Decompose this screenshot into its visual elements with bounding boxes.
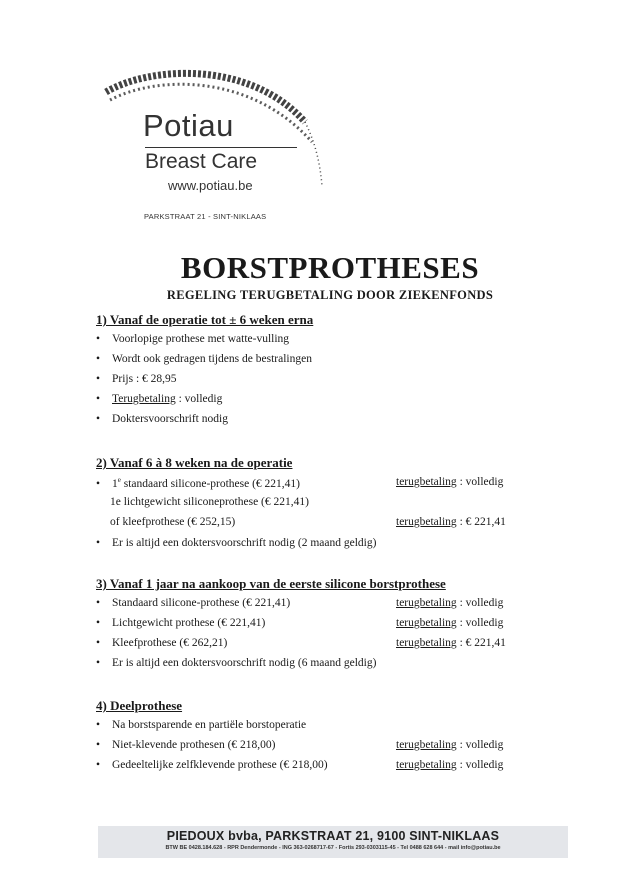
logo-brand-name: Potiau (143, 108, 234, 143)
reimbursement-note: terugbetaling : volledig (396, 597, 504, 609)
list-item: • Prijs : € 28,95 (96, 373, 177, 385)
reimbursement-note: terugbetaling : volledig (396, 759, 504, 771)
footer-band (98, 826, 568, 858)
bullet-icon: • (96, 739, 101, 751)
list-item: • Doktersvoorschrift nodig (96, 413, 228, 425)
page-subtitle: REGELING TERUGBETALING DOOR ZIEKENFONDS (166, 288, 494, 302)
bullet-icon: • (96, 477, 101, 490)
bullet-icon: • (96, 637, 101, 649)
page-title: BORSTPROTHESES (180, 250, 480, 285)
list-item: of kleefprothese (€ 252,15) (110, 516, 236, 528)
list-item: • Gedeeltelijke zelfklevende prothese (€ 218,00) (96, 759, 328, 771)
bullet-icon: • (96, 537, 101, 549)
section-2-heading: 2) Vanaf 6 à 8 weken na de operatie (96, 455, 293, 470)
list-item: • Lichtgewicht prothese (€ 221,41) (96, 617, 266, 629)
reimbursement-note: terugbetaling : € 221,41 (396, 637, 506, 649)
bullet-icon: • (96, 617, 101, 629)
footer-company: PIEDOUX bvba, PARKSTRAAT 21, 9100 SINT-NIKLAAS (166, 829, 500, 843)
section-3-heading: 3) Vanaf 1 jaar na aankoop van de eerste silicone borstprothese (96, 576, 446, 591)
footer-details: BTW BE 0428.184.628 - RPR Dendermonde - ING 363-0268717-67 - Fortis 293-0303115-45 - Tel 0488 628 644 - mail info@potiau.be (165, 845, 501, 851)
bullet-icon: • (96, 759, 101, 771)
section-1-heading: 1) Vanaf de operatie tot ± 6 weken erna (96, 312, 314, 327)
bullet-icon: • (96, 657, 101, 669)
bullet-icon: • (96, 373, 101, 385)
list-item: • Wordt ook gedragen tijdens de bestralingen (96, 353, 312, 365)
company-address: PARKSTRAAT 21 - SINT-NIKLAAS (144, 212, 267, 221)
list-item: • Niet-klevende prothesen (€ 218,00) (96, 739, 276, 751)
section-4-heading: 4) Deelprothese (96, 698, 183, 713)
list-item: • Kleefprothese (€ 262,21) (96, 637, 228, 649)
bullet-icon: • (96, 597, 101, 609)
logo-divider (145, 147, 297, 148)
list-item: • 1e standaard silicone-prothese (€ 221,41) (96, 476, 301, 490)
potiau-logo (100, 62, 330, 202)
list-item: • Na borstsparende en partiële borstoperatie (96, 719, 307, 731)
list-item: • Voorlopige prothese met watte-vulling (96, 333, 290, 345)
reimbursement-note: terugbetaling : volledig (396, 617, 504, 629)
logo-website: www.potiau.be (168, 178, 253, 193)
list-item: 1e lichtgewicht siliconeprothese (€ 221,41) (110, 496, 309, 508)
list-item: • Er is altijd een doktersvoorschrift nodig (2 maand geldig) (96, 537, 377, 549)
reimbursement-note: terugbetaling : volledig (396, 739, 504, 751)
list-item: • Standaard silicone-prothese (€ 221,41) (96, 597, 291, 609)
bullet-icon: • (96, 413, 101, 425)
bullet-icon: • (96, 353, 101, 365)
list-item: • Er is altijd een doktersvoorschrift nodig (6 maand geldig) (96, 657, 377, 669)
bullet-icon: • (96, 393, 101, 405)
logo-subtitle: Breast Care (145, 150, 258, 173)
bullet-icon: • (96, 333, 101, 345)
bullet-icon: • (96, 719, 101, 731)
reimbursement-note: terugbetaling : € 221,41 (396, 516, 506, 528)
reimbursement-note: terugbetaling : volledig (396, 476, 504, 488)
list-item: • Terugbetaling : volledig (96, 393, 223, 405)
